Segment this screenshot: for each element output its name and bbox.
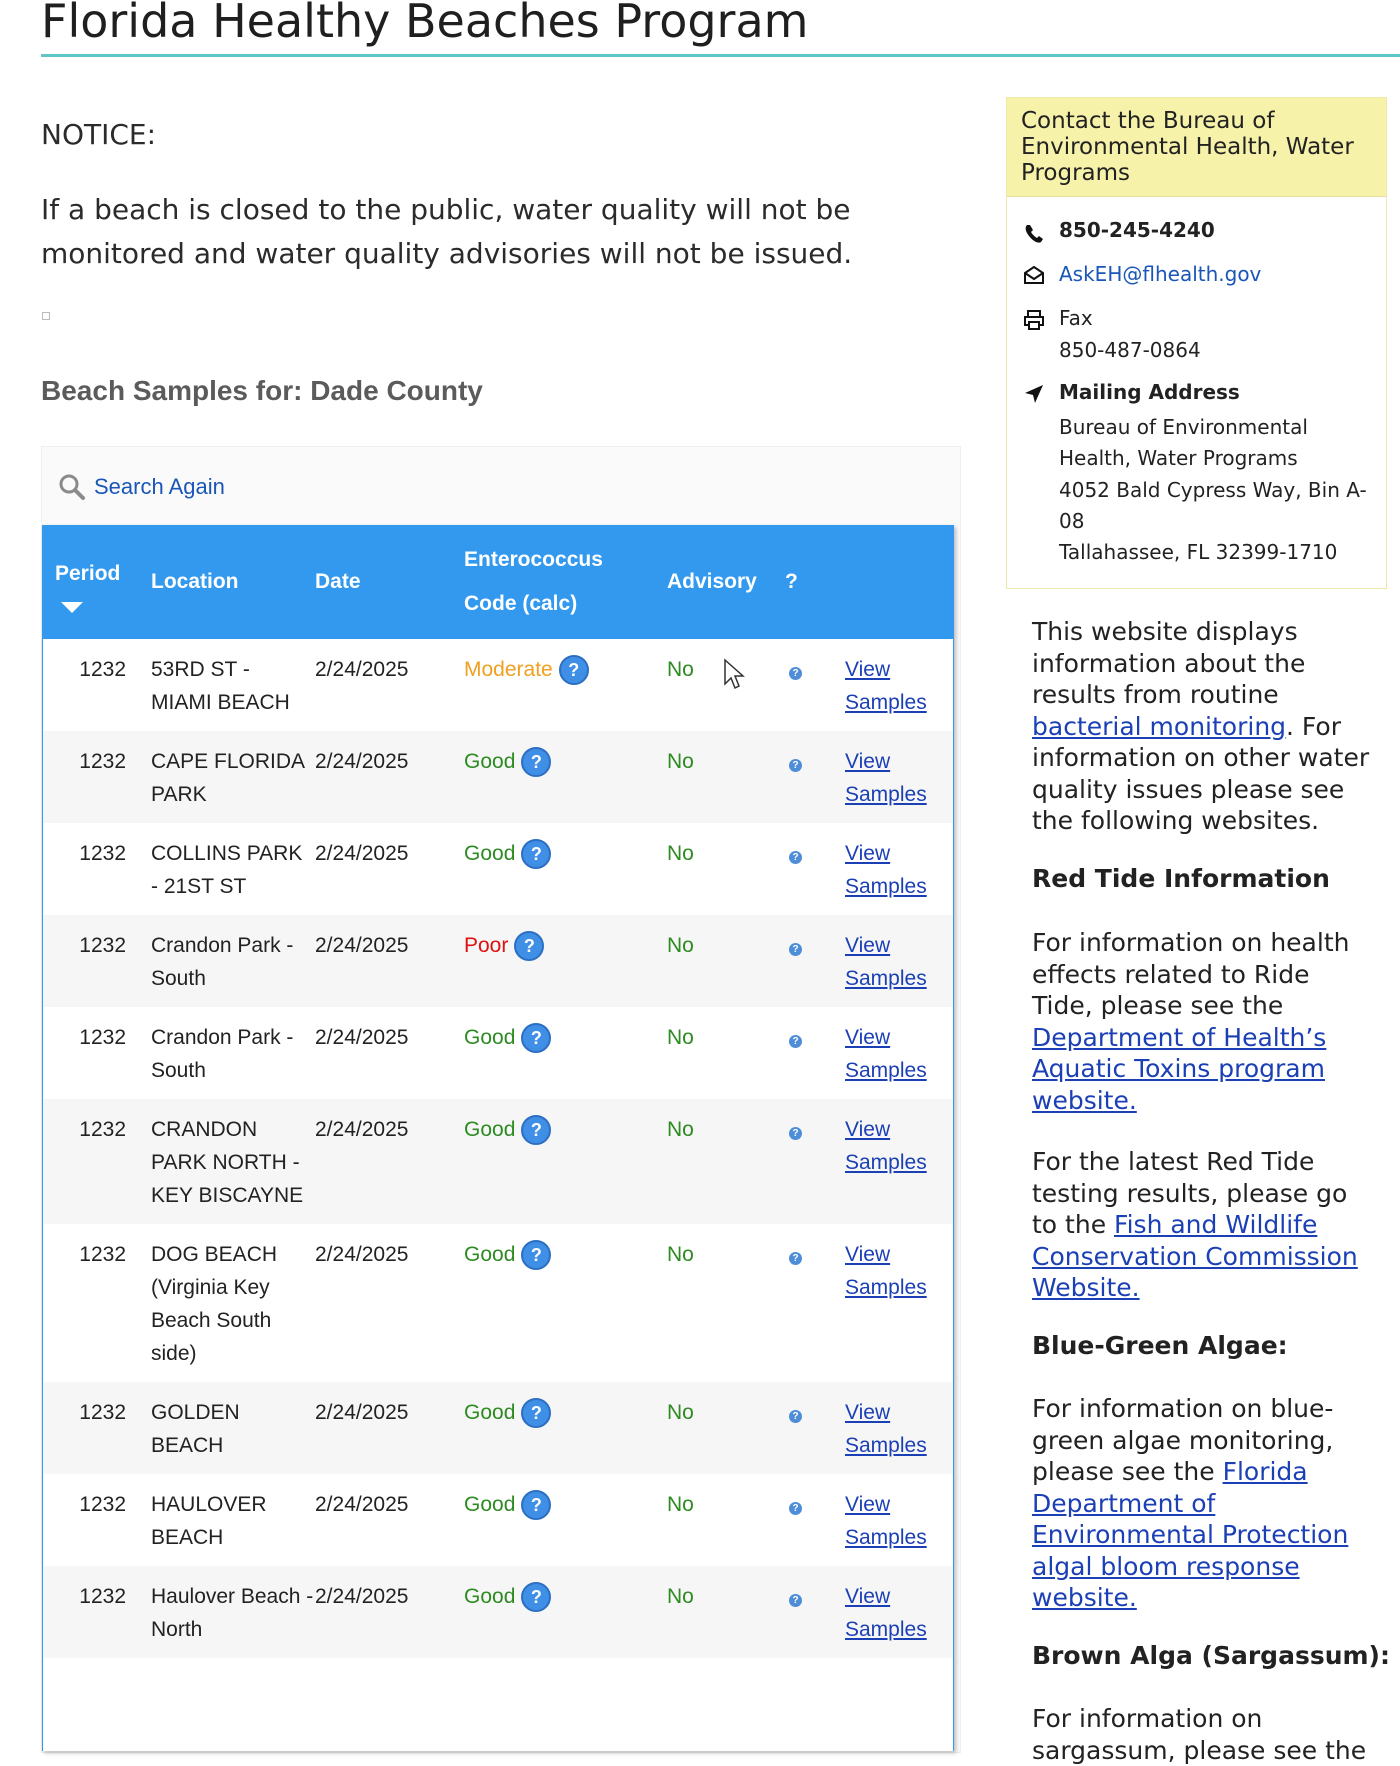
- cell-view-samples: [845, 1566, 953, 1658]
- enterococcus-code: Good: [464, 842, 516, 865]
- cell-advisory: No: [667, 842, 694, 865]
- cell-help: [785, 1382, 845, 1474]
- view-samples-link[interactable]: View Samples: [845, 1585, 927, 1641]
- cell-advisory: No: [667, 658, 694, 681]
- help-icon[interactable]: ?: [521, 1398, 551, 1428]
- cell-date: 2/24/2025: [315, 934, 409, 957]
- cell-view-samples: [845, 915, 953, 1007]
- cell-help: [785, 1007, 845, 1099]
- contact-mail-line: Bureau of Environmental: [1059, 415, 1308, 439]
- table-row: [43, 1382, 953, 1474]
- cell-advisory: No: [667, 1026, 694, 1049]
- column-header-view: [845, 525, 953, 639]
- cell-enterococcus: [464, 1382, 667, 1474]
- contact-mail-line: Tallahassee, FL 32399-1710: [1059, 540, 1338, 564]
- cell-location: Crandon Park - South: [151, 934, 294, 990]
- view-samples-link[interactable]: View Samples: [845, 658, 927, 714]
- cell-location: CAPE FLORIDA PARK: [151, 750, 304, 806]
- cell-period: 1232: [79, 1118, 126, 1141]
- sargassum-paragraph: For information on sargassum, please see the: [1032, 1704, 1367, 1765]
- cell-enterococcus: [464, 1224, 667, 1382]
- cell-advisory: No: [667, 1585, 694, 1608]
- info-icon[interactable]: ?: [789, 1127, 802, 1140]
- info-icon[interactable]: ?: [789, 1594, 802, 1607]
- samples-table: [43, 525, 953, 1658]
- bacterial-monitoring-link[interactable]: bacterial monitoring: [1032, 711, 1287, 741]
- cell-location: Crandon Park - South: [151, 1026, 294, 1082]
- cell-date: 2/24/2025: [315, 1118, 409, 1141]
- cell-date: 2/24/2025: [315, 750, 409, 773]
- help-icon[interactable]: ?: [521, 1490, 551, 1520]
- cell-period: 1232: [79, 842, 126, 865]
- info-icon[interactable]: ?: [789, 1252, 802, 1265]
- sargassum-heading: Brown Alga (Sargassum):: [1032, 1641, 1390, 1670]
- cell-advisory: No: [667, 934, 694, 957]
- cell-advisory: No: [667, 1401, 694, 1424]
- help-icon[interactable]: ?: [514, 931, 544, 961]
- cell-view-samples: [845, 1474, 953, 1566]
- help-icon[interactable]: ?: [521, 1240, 551, 1270]
- info-icon[interactable]: ?: [789, 943, 802, 956]
- enterococcus-code: Good: [464, 1401, 516, 1424]
- view-samples-link[interactable]: View Samples: [845, 934, 927, 990]
- contact-phone[interactable]: 850-245-4240: [1059, 218, 1215, 242]
- column-header-location: Location: [151, 570, 239, 593]
- cell-location: CRANDON PARK NORTH - KEY BISCAYNE: [151, 1118, 304, 1207]
- cell-enterococcus: [464, 1474, 667, 1566]
- help-icon[interactable]: ?: [521, 839, 551, 869]
- column-header-help: ?: [785, 570, 798, 593]
- cell-help: [785, 915, 845, 1007]
- table-row: [43, 639, 953, 731]
- column-header-advisory: Advisory: [667, 570, 757, 593]
- samples-heading: Beach Samples for: Dade County: [41, 375, 483, 406]
- cell-period: 1232: [79, 1493, 126, 1516]
- table-row: [43, 1224, 953, 1382]
- view-samples-link[interactable]: View Samples: [845, 1401, 927, 1457]
- info-icon[interactable]: ?: [789, 1035, 802, 1048]
- enterococcus-code: Good: [464, 1493, 516, 1516]
- table-header-row: [43, 525, 953, 639]
- contact-header: Contact the Bureau of Environmental Health, Water Programs: [1007, 98, 1386, 197]
- cell-date: 2/24/2025: [315, 842, 409, 865]
- sort-caret-down-icon: [61, 602, 83, 613]
- view-samples-link[interactable]: View Samples: [845, 750, 927, 806]
- cell-period: 1232: [79, 1026, 126, 1049]
- info-icon[interactable]: ?: [789, 851, 802, 864]
- cell-location: GOLDEN BEACH: [151, 1401, 240, 1457]
- cell-advisory: No: [667, 750, 694, 773]
- cell-date: 2/24/2025: [315, 1585, 409, 1608]
- contact-box: [1006, 97, 1387, 589]
- cell-help: [785, 1474, 845, 1566]
- notice-text: If a beach is closed to the public, water quality will not be monitored and water quality advisories will not be issued.: [41, 193, 853, 270]
- red-tide-paragraph-2: For the latest Red Tide testing results, please go to the Fish and Wildlife Conservation Commission Website.: [1032, 1147, 1358, 1302]
- red-tide-paragraph-1: For information on health effects related to Ride Tide, please see the Department of Health’s Aquatic Toxins program website.: [1032, 928, 1350, 1115]
- printer-icon: [1023, 309, 1045, 331]
- fwc-website-link[interactable]: Fish and Wildlife Conservation Commission Website.: [1032, 1210, 1358, 1302]
- enterococcus-code: Good: [464, 1118, 516, 1141]
- info-icon[interactable]: ?: [789, 1410, 802, 1423]
- cell-view-samples: [845, 639, 953, 731]
- column-header-period[interactable]: Period: [43, 525, 151, 639]
- cell-enterococcus: [464, 731, 667, 823]
- cell-location: COLLINS PARK - 21ST ST: [151, 842, 303, 898]
- help-icon[interactable]: ?: [521, 1023, 551, 1053]
- enterococcus-code: Good: [464, 1243, 516, 1266]
- cell-advisory: No: [667, 1493, 694, 1516]
- sidebar-intro: This website displays information about the results from routine bacterial monitoring. For information on other water quality issues please see the following websites.: [1032, 617, 1370, 835]
- contact-fax-number: 850-487-0864: [1059, 338, 1201, 362]
- cell-date: 2/24/2025: [315, 1243, 409, 1266]
- placeholder-image-icon: [42, 312, 50, 320]
- blue-green-algae-paragraph: For information on blue-green algae monitoring, please see the Florida Department of Environmental Protection algal bloom response website.: [1032, 1394, 1349, 1612]
- notice-label: NOTICE:: [41, 118, 157, 151]
- table-row: [43, 1474, 953, 1566]
- enterococcus-code: Good: [464, 750, 516, 773]
- samples-table-body: [43, 639, 953, 1658]
- cell-view-samples: [845, 1007, 953, 1099]
- cell-enterococcus: [464, 1007, 667, 1099]
- contact-email-link[interactable]: AskEH@flhealth.gov: [1059, 262, 1262, 286]
- contact-mail-line: 08: [1059, 509, 1085, 533]
- cell-location: Haulover Beach - North: [151, 1585, 314, 1641]
- contact-mail-line: 4052 Bald Cypress Way, Bin A-: [1059, 478, 1367, 502]
- enterococcus-code: Good: [464, 1585, 516, 1608]
- enterococcus-code: Good: [464, 1026, 516, 1049]
- enterococcus-code: Moderate: [464, 658, 553, 681]
- cell-view-samples: [845, 823, 953, 915]
- search-again-label: Search Again: [94, 474, 225, 499]
- table-row: [43, 1099, 953, 1224]
- cell-date: 2/24/2025: [315, 1493, 409, 1516]
- dep-algal-bloom-link[interactable]: Florida Department of Environmental Protection algal bloom response website.: [1032, 1457, 1349, 1612]
- cell-help: [785, 823, 845, 915]
- table-row: [43, 823, 953, 915]
- cell-location: 53RD ST - MIAMI BEACH: [151, 658, 290, 714]
- cell-help: [785, 1224, 845, 1382]
- email-icon: [1023, 265, 1045, 285]
- cell-location: DOG BEACH (Virginia Key Beach South side): [151, 1243, 278, 1365]
- info-icon[interactable]: ?: [789, 667, 802, 680]
- view-samples-link[interactable]: View Samples: [845, 1118, 927, 1174]
- help-icon[interactable]: ?: [521, 1115, 551, 1145]
- results-panel: [41, 446, 961, 1753]
- help-icon[interactable]: ?: [521, 1582, 551, 1612]
- cell-date: 2/24/2025: [315, 1401, 409, 1424]
- column-header-date: Date: [315, 570, 361, 593]
- cell-advisory: No: [667, 1243, 694, 1266]
- table-row: [43, 1566, 953, 1658]
- info-icon[interactable]: ?: [789, 1502, 802, 1515]
- cell-view-samples: [845, 1382, 953, 1474]
- mouse-pointer-icon: [723, 658, 745, 690]
- search-again-link[interactable]: [58, 471, 225, 503]
- cell-help: [785, 1099, 845, 1224]
- search-icon: [58, 473, 86, 501]
- aquatic-toxins-link[interactable]: Department of Health’s Aquatic Toxins program website.: [1032, 1022, 1327, 1115]
- view-samples-link[interactable]: View Samples: [845, 1493, 927, 1549]
- contact-mail-label: Mailing Address: [1059, 380, 1240, 404]
- view-samples-link[interactable]: View Samples: [845, 1026, 927, 1082]
- cell-enterococcus: [464, 823, 667, 915]
- help-icon[interactable]: ?: [521, 747, 551, 777]
- red-tide-heading: Red Tide Information: [1032, 864, 1330, 893]
- enterococcus-code: Poor: [464, 934, 509, 957]
- cell-view-samples: [845, 1224, 953, 1382]
- cell-enterococcus: [464, 1099, 667, 1224]
- cell-help: [785, 639, 845, 731]
- cell-advisory: No: [667, 1118, 694, 1141]
- cell-period: 1232: [79, 750, 126, 773]
- contact-mail-line: Health, Water Programs: [1059, 446, 1298, 470]
- table-row: [43, 915, 953, 1007]
- cell-view-samples: [845, 1099, 953, 1224]
- cell-help: [785, 731, 845, 823]
- column-header-enterococcus: Enterococcus Code (calc): [464, 548, 603, 615]
- cell-period: 1232: [79, 658, 126, 681]
- view-samples-link[interactable]: View Samples: [845, 1243, 927, 1299]
- cell-period: 1232: [79, 1585, 126, 1608]
- page-title: Florida Healthy Beaches Program: [41, 0, 1400, 57]
- cell-date: 2/24/2025: [315, 1026, 409, 1049]
- samples-table-container: [42, 525, 954, 1751]
- cell-enterococcus: [464, 639, 667, 731]
- cell-date: 2/24/2025: [315, 658, 409, 681]
- help-icon[interactable]: ?: [559, 655, 589, 685]
- cell-period: 1232: [79, 1243, 126, 1266]
- location-arrow-icon: [1023, 383, 1045, 405]
- contact-fax-label: Fax: [1059, 306, 1093, 330]
- cell-enterococcus: [464, 915, 667, 1007]
- table-row: [43, 1007, 953, 1099]
- cell-period: 1232: [79, 934, 126, 957]
- cell-location: HAULOVER BEACH: [151, 1493, 267, 1549]
- blue-green-algae-heading: Blue-Green Algae:: [1032, 1331, 1288, 1360]
- view-samples-link[interactable]: View Samples: [845, 842, 927, 898]
- cell-help: [785, 1566, 845, 1658]
- info-icon[interactable]: ?: [789, 759, 802, 772]
- cell-period: 1232: [79, 1401, 126, 1424]
- phone-icon: [1023, 223, 1045, 245]
- cell-enterococcus: [464, 1566, 667, 1658]
- cell-view-samples: [845, 731, 953, 823]
- table-row: [43, 731, 953, 823]
